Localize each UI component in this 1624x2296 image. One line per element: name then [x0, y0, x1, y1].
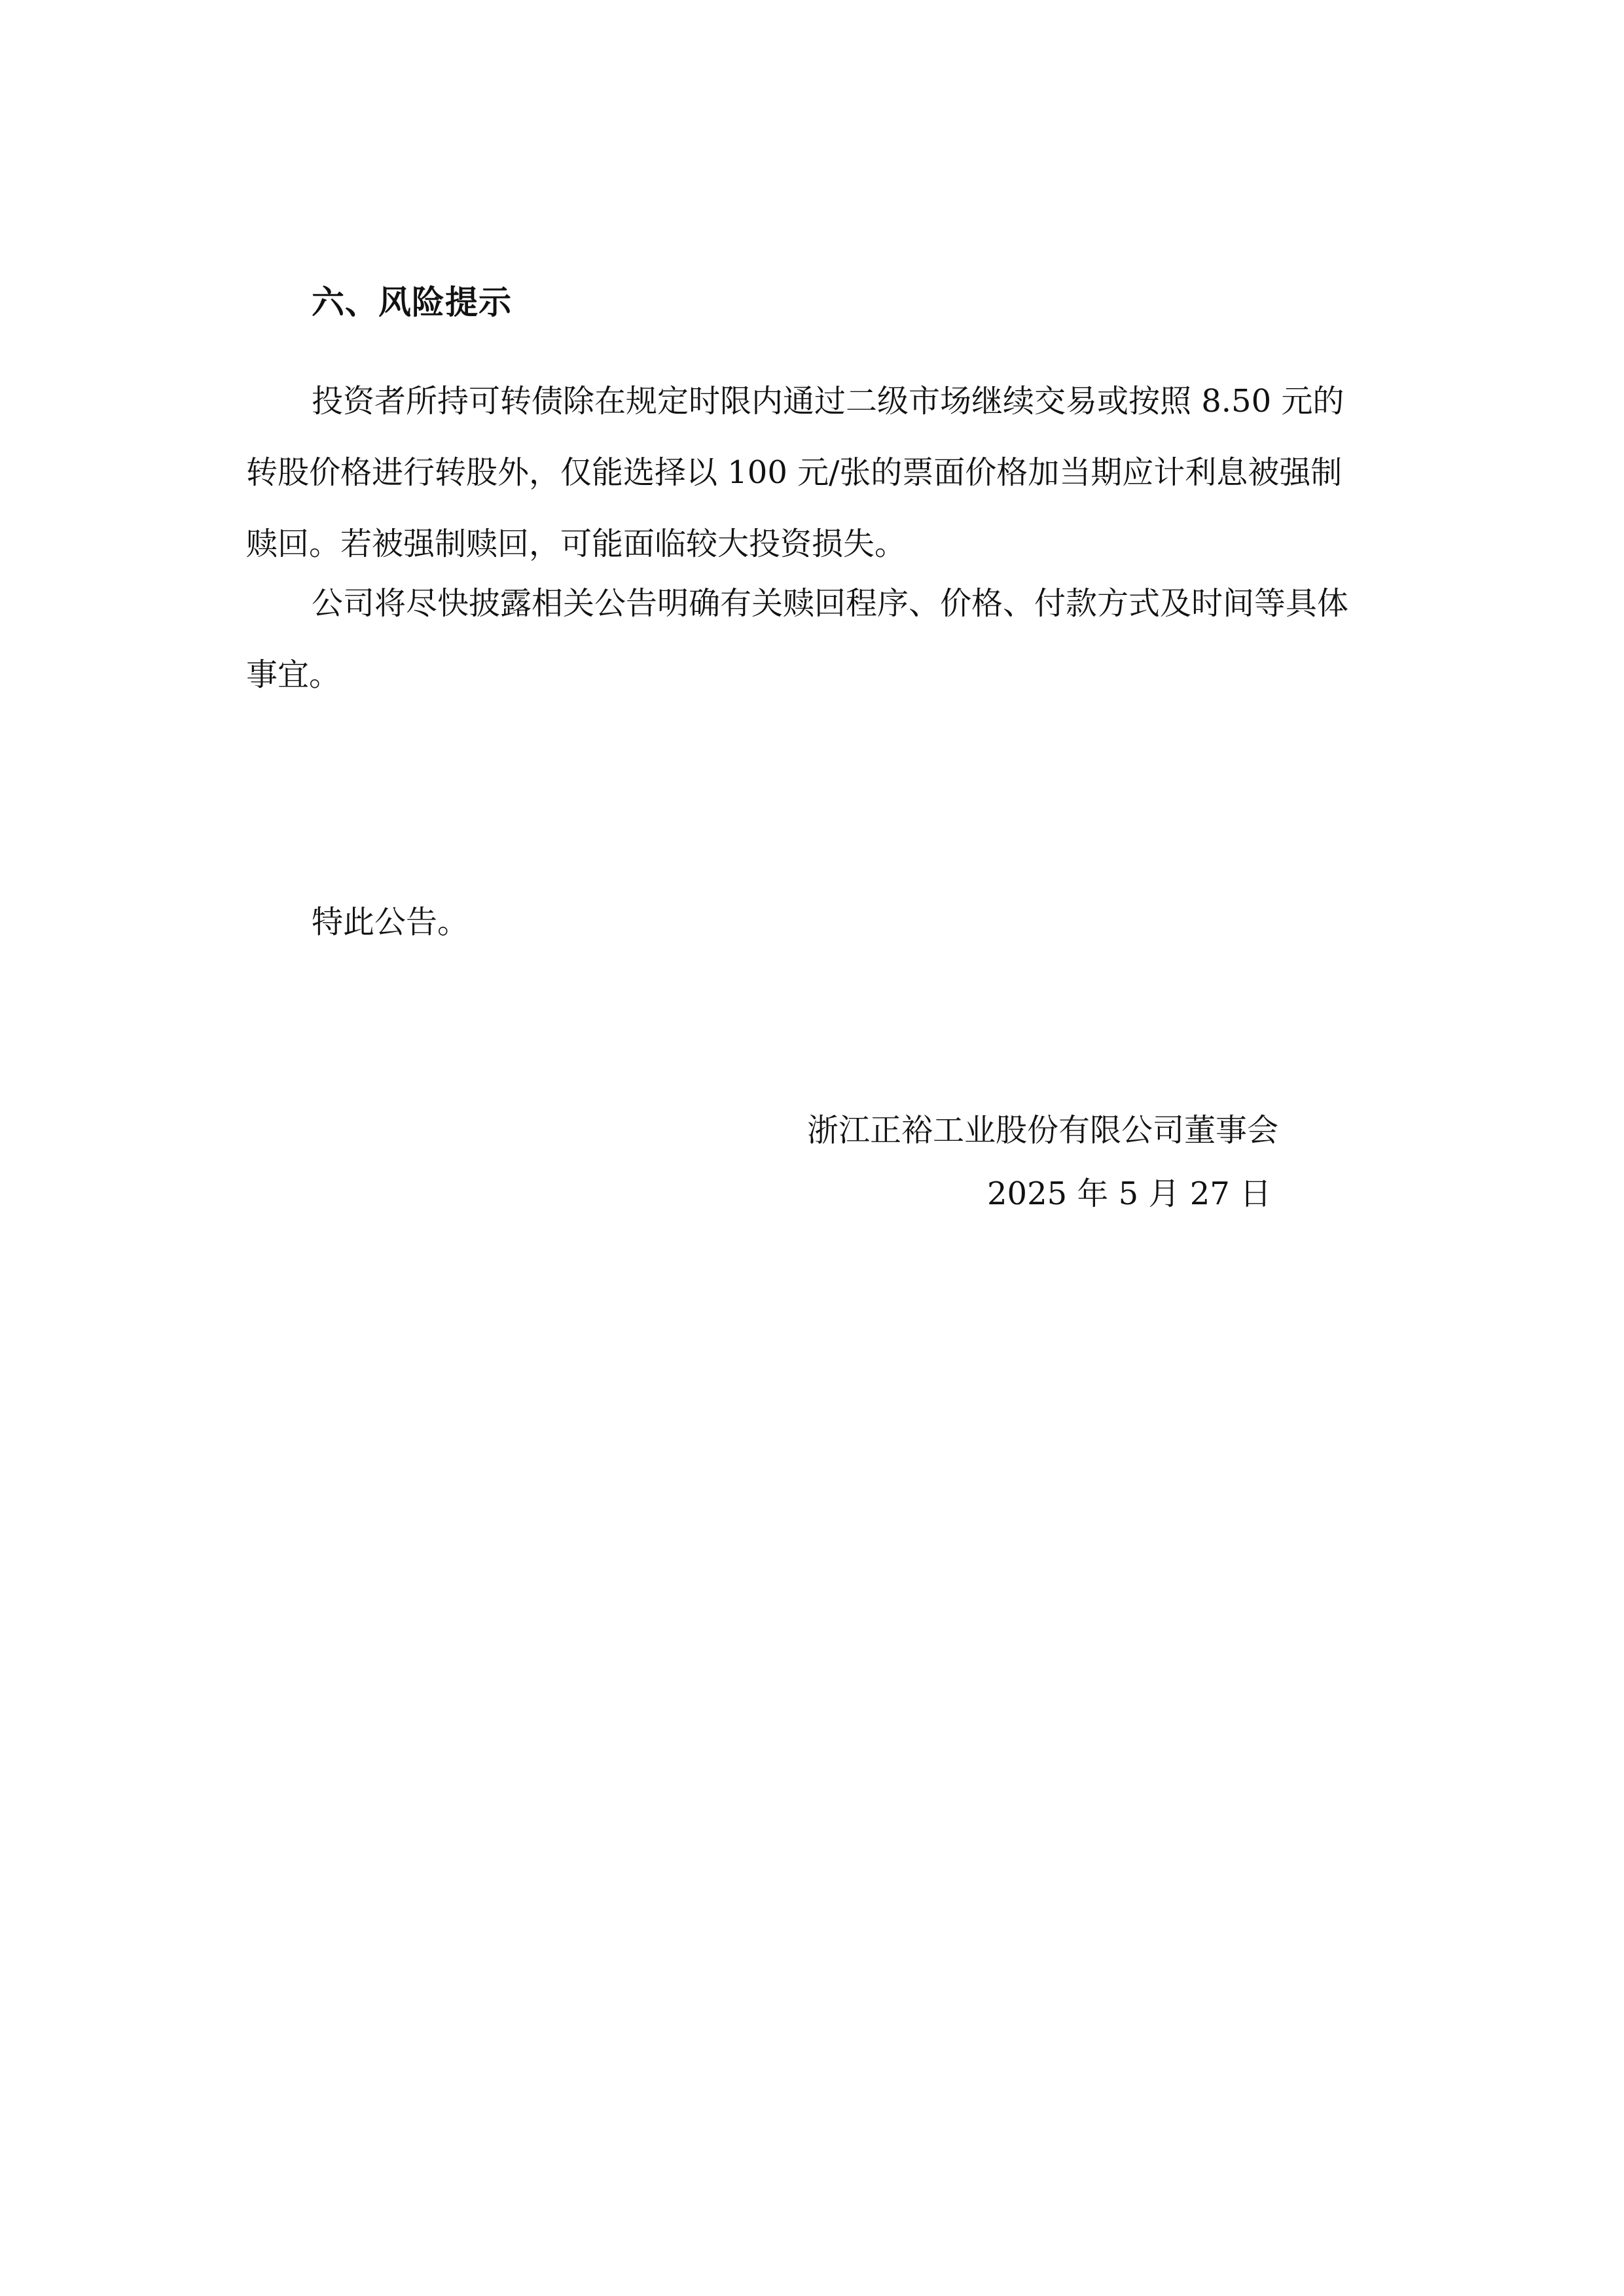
paragraph-line: 转股价格进行转股外，仅能选择以 100 元/张的票面价格加当期应计利息被强制 [246, 454, 1343, 491]
paragraph-line: 事宜。 [246, 656, 341, 693]
risk-paragraph [246, 366, 1385, 580]
announcement-date: 2025 年 5 月 27 日 [987, 1175, 1272, 1212]
paragraph-line: 公司将尽快披露相关公告明确有关赎回程序、价格、付款方式及时间等具体 [312, 585, 1349, 622]
paragraph-line: 投资者所持可转债除在规定时限内通过二级市场继续交易或按照 8.50 元的 [312, 383, 1344, 420]
signatory: 浙江正裕工业股份有限公司董事会 [807, 1112, 1279, 1149]
disclosure-paragraph [246, 568, 1385, 711]
closing-statement: 特此公告。 [312, 904, 469, 941]
paragraph-line: 赎回。若被强制赎回，可能面临较大投资损失。 [246, 526, 907, 562]
section-heading: 六、风险提示 [312, 283, 512, 321]
